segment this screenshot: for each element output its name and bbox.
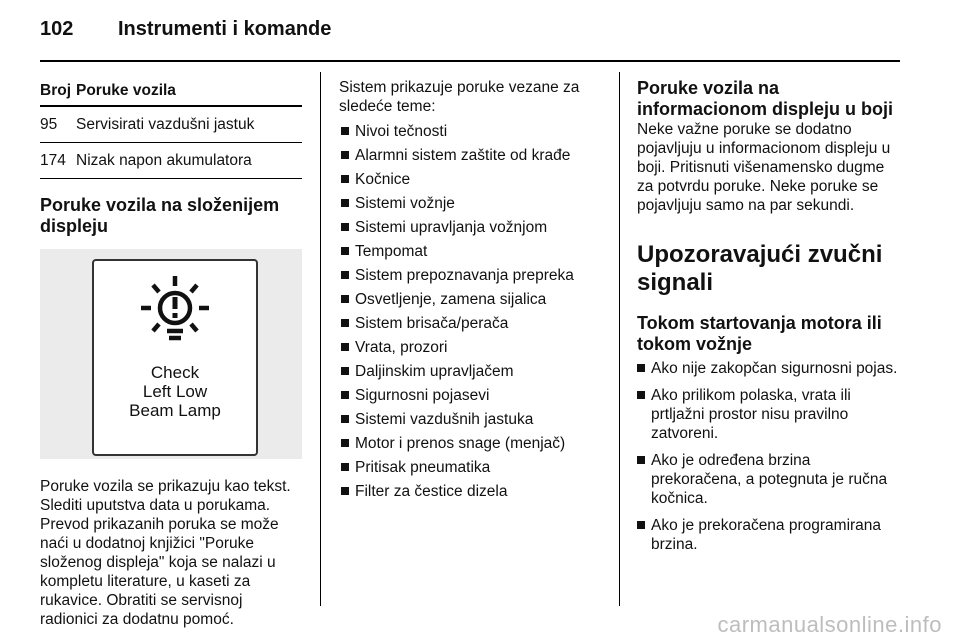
- table-cell-number: 174: [40, 143, 76, 179]
- column-header-message: Poruke vozila: [76, 78, 302, 106]
- table-cell-message: Servisirati vazdušni jastuk: [76, 106, 302, 143]
- table-header-row: [40, 78, 302, 106]
- display-illustration: [40, 249, 302, 459]
- list-item: Sistem brisača/perača: [339, 314, 601, 333]
- section-heading-complex-display: Poruke vozila na složenijem displeju: [40, 195, 280, 236]
- table-cell-message: Nizak napon akumulatora: [76, 143, 302, 179]
- complex-display-paragraph: Poruke vozila se prikazuju kao tekst. Slediti uputstva data u porukama. Prevod prikazanih poruka se može naći u dodatnoj knjižici "Poruke složenog displeja" koja se nalazi u kompletu literature, u kaseti za rukavice. Obratiti se servisnoj radionici za dodatnu pomoć.: [40, 478, 291, 628]
- topics-intro: Sistem prikazuje poruke vezane za sledeće teme:: [339, 79, 580, 115]
- list-item: Sistemi vožnje: [339, 194, 601, 213]
- color-display-paragraph: Neke važne poruke se dodatno pojavljuju u informacionom displeju u boji. Pritisnuti višenamensko dugme za potvrdu poruke. Neke poruke se pojavljuju samo na par sekundi.: [637, 121, 891, 214]
- list-item: Ako prilikom polaska, vrata ili prtljažni prostor nisu pravilno zatvoreni.: [637, 386, 899, 443]
- list-item: Sistem prepoznavanja prepreka: [339, 266, 601, 285]
- chime-conditions-list: [637, 359, 899, 554]
- display-text-line-1: Check: [150, 363, 200, 382]
- page-header: [40, 18, 920, 50]
- column-1: [40, 78, 304, 629]
- column-2: [339, 78, 601, 506]
- list-item: Pritisak pneumatika: [339, 458, 601, 477]
- display-screen: [92, 259, 258, 456]
- watermark: carmanualsonline.info: [717, 612, 942, 637]
- display-text-line-3: Beam Lamp: [129, 401, 221, 420]
- list-item: Kočnice: [339, 170, 601, 189]
- list-item: Ako nije zakopčan sigurnosni pojas.: [637, 359, 899, 378]
- table-row: [40, 106, 302, 143]
- list-item: Nivoi tečnosti: [339, 122, 601, 141]
- column-header-number: Broj: [40, 78, 76, 106]
- page-title: Instrumenti i komande: [118, 18, 332, 40]
- topics-list: [339, 122, 601, 501]
- list-item: Filter za čestice dizela: [339, 482, 601, 501]
- column-3: [637, 78, 899, 562]
- column-divider-2: [619, 72, 620, 606]
- list-item: Alarmni sistem zaštite od krađe: [339, 146, 601, 165]
- header-rule: [40, 60, 900, 62]
- page-number: 102: [40, 18, 74, 40]
- list-item: Osvetljenje, zamena sijalica: [339, 290, 601, 309]
- list-item: Tempomat: [339, 242, 601, 261]
- list-item: Motor i prenos snage (menjač): [339, 434, 601, 453]
- column-divider-1: [320, 72, 321, 606]
- list-item: Ako je određena brzina prekoračena, a potegnuta je ručna kočnica.: [637, 451, 899, 508]
- table-cell-number: 95: [40, 106, 76, 143]
- display-text-line-2: Left Low: [142, 382, 208, 401]
- exterior-lamp-warning-icon: [140, 275, 210, 345]
- section-heading-warning-chimes: Upozoravajući zvučni signali: [637, 241, 883, 296]
- list-item: Vrata, prozori: [339, 338, 601, 357]
- list-item: Sistemi vazdušnih jastuka: [339, 410, 601, 429]
- list-item: Daljinskim upravljačem: [339, 362, 601, 381]
- table-row: [40, 143, 302, 179]
- list-item: Ako je prekoračena programirana brzina.: [637, 516, 899, 554]
- subsection-heading-driving: Tokom startovanja motora ili tokom vožnje: [637, 313, 882, 354]
- messages-table: [40, 78, 302, 179]
- section-heading-color-display: Poruke vozila na informacionom displeju u boji: [637, 78, 894, 119]
- list-item: Sistemi upravljanja vožnjom: [339, 218, 601, 237]
- list-item: Sigurnosni pojasevi: [339, 386, 601, 405]
